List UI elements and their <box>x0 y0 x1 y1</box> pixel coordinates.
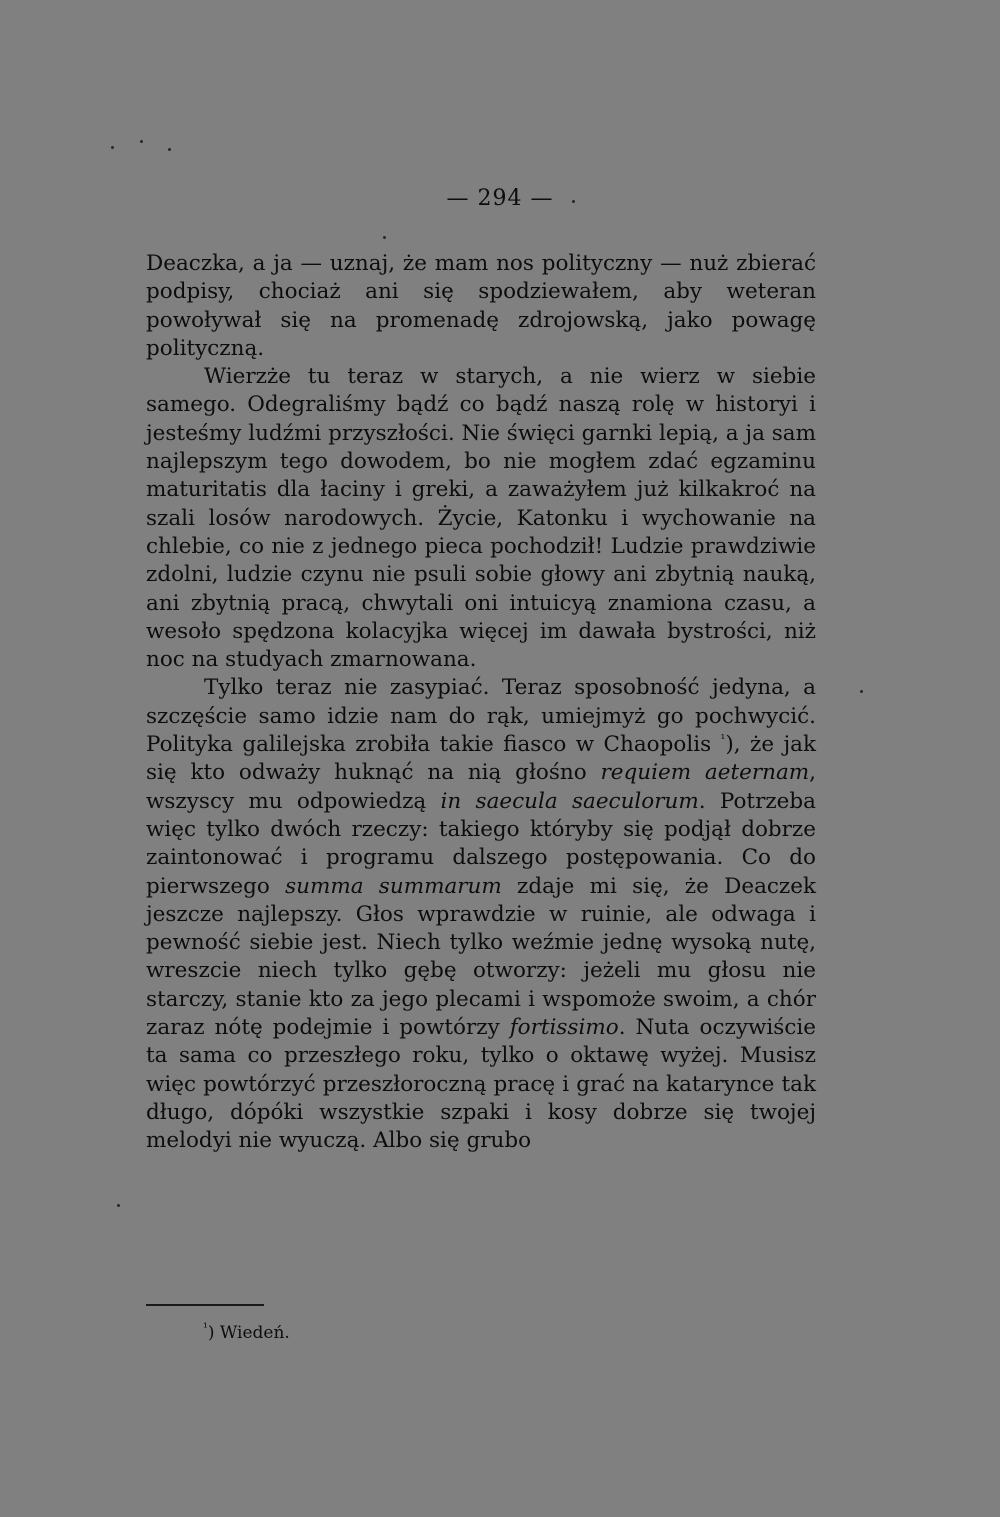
text-run: Wierzże tu teraz w starych, a nie wierz w siebie samego. Odegraliśmy bądź co bądź naszą rolę w historyi i jesteśmy ludźmi przyszłości. Nie święci garnki lepią, a ja sam najlepszym tego dowodem, bo nie mogłem zdać egzaminu maturitatis dla łaciny i greki, a zaważyłem już kilkakroć na szali losów narodowych. Życie, Katonku i wychowanie na chlebie, co nie z jednego pieca pochodził! Ludzie prawdziwie zdolni, ludzie czynu nie psuli sobie głowy ani zbytnią nauką, ani zbytnią pracą, chwytali oni intuicyą znamiona czasu, a wesoło spędzona kolacyjka więcej im dawała bystrości, niż noc na studyach zmarnowana. <box>146 364 816 673</box>
text-run: Deaczka, a ja — uznaj, że mam nos polityczny — nuż zbierać podpisy, chociaż ani się spodziewałem, aby weteran powoływał się na promenadę zdrojowską, jako powagę polityczną. <box>146 251 816 361</box>
italic-phrase: in saecula saeculorum <box>440 788 699 814</box>
footnote-divider <box>146 1304 264 1306</box>
footnote-text: ) Wiedeń. <box>207 1323 290 1343</box>
text-run: . Potrzeba więc tylko dwóch rzeczy: takiego któryby się podjął dobrze zaintonować i programu dalszego postępowania. Co do pierwszego <box>146 788 816 899</box>
text-run: , wszyscy mu odpowiedzą <box>146 760 817 814</box>
scan-speck <box>860 690 863 693</box>
paragraph-3 <box>146 674 816 1155</box>
footnote-reference: ¹ <box>720 731 726 746</box>
footnote <box>203 1322 290 1344</box>
body-text <box>146 250 816 1156</box>
italic-phrase: summa summarum <box>285 873 502 899</box>
scan-speck <box>572 200 575 203</box>
text-run: zdaje mi się, że Deaczek jeszcze najlepszy. Głos wprawdzie w ruinie, ale odwaga i pewność siebie jest. Niech tylko weźmie jednę wysoką nutę, wreszcie niech tylko gębę otworzy: jeżeli mu głosu nie starczy, stanie kto za jego plecami i wspomoże swoim, a chór zaraz nótę podejmie i powtórzy <box>146 873 817 1041</box>
scan-speck <box>140 140 143 143</box>
text-run: ), że jak się kto odważy huknąć na nią głośno <box>146 732 816 786</box>
paragraph-1 <box>146 250 816 363</box>
scan-speck <box>111 146 114 149</box>
italic-phrase: fortissimo <box>509 1015 619 1041</box>
page-number: — 294 — <box>446 186 554 211</box>
footnote-marker: ¹ <box>203 1320 208 1335</box>
italic-phrase: requiem aeternam <box>600 760 810 786</box>
scan-speck <box>168 148 171 151</box>
scan-speck <box>117 1204 120 1207</box>
paragraph-2 <box>146 363 816 674</box>
text-run: . Nuta oczywiście ta sama co przeszłego roku, tylko o oktawę wyżej. Musisz więc powtórzyć przeszłoroczną pracę i grać na katarynce tak długo, dópóki wszystkie szpaki i kosy dobrze się twojej melodyi nie wyuczą. Albo się grubo <box>146 1015 816 1154</box>
text-run: Tylko teraz nie zasypiać. Teraz sposobność jedyna, a szczęście samo idzie nam do rąk, umiejmyż go pochwycić. Polityka galilejska zrobiła takie fiasco w Chaopolis <box>146 675 816 758</box>
scan-speck <box>383 236 386 239</box>
